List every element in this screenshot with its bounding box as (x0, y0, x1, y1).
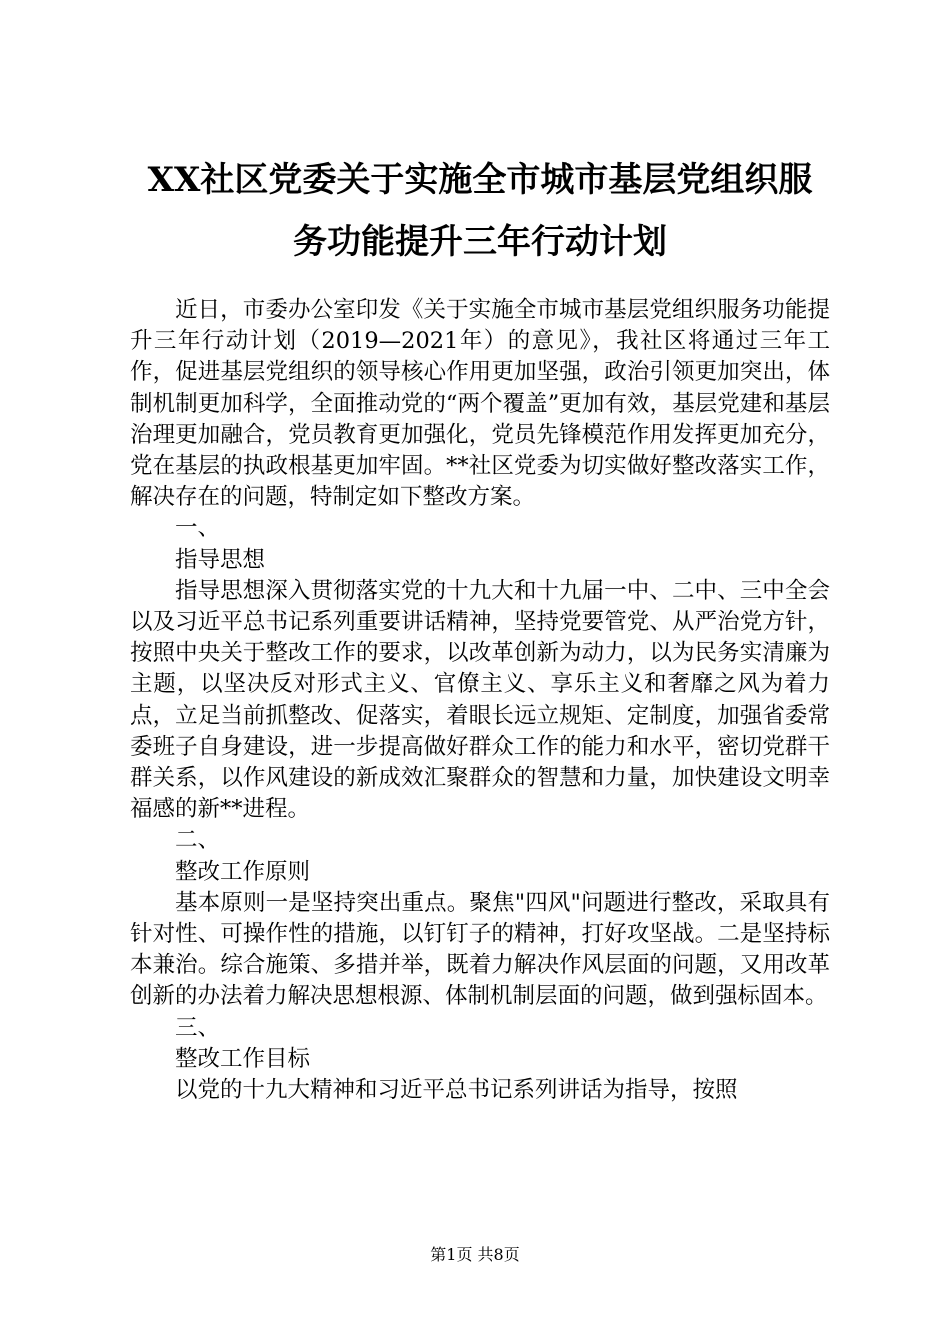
document-title-line-1: XX社区党委关于实施全市城市基层党组织服 (147, 160, 813, 200)
section-2-heading: 整改工作原则 (175, 858, 311, 885)
document-title-line-2: 务功能提升三年行动计划 (293, 222, 667, 262)
section-2-number: 二、 (175, 827, 221, 854)
section-1-heading: 指导思想 (175, 546, 266, 573)
intro-paragraph: 近日，市委办公室印发《关于实施全市城市基层党组织服务功能提升三年行动计划（2019—2021年）的意见》，我社区将通过三年工作，促进基层党组织的领导核心作用更加坚强，政治引领更加突出，体制机制更加科学，全面推动党的“两个覆盖”更加有效，基层党建和基层治理更加融合，党员教育更加强化，党员先锋模范作用发挥更加充分，党在基层的执政根基更加牢固。**社区党委为切实做好整改落实工作，解决存在的问题，特制定如下整改方案。 (130, 297, 830, 511)
section-3-heading: 整改工作目标 (175, 1045, 311, 1072)
section-1-number: 一、 (175, 515, 221, 542)
page-footer: 第1页 共8页 (430, 1245, 520, 1264)
section-3-number: 三、 (175, 1014, 221, 1041)
section-1-paragraph: 指导思想深入贯彻落实党的十九大和十九届一中、二中、三中全会以及习近平总书记系列重要讲话精神，坚持党要管党、从严治党方针，按照中央关于整改工作的要求，以改革创新为动力，以为民务实清廉为主题，以坚决反对形式主义、官僚主义、享乐主义和奢靡之风为着力点，立足当前抓整改、促落实，着眼长远立规矩、定制度，加强省委常委班子自身建设，进一步提高做好群众工作的能力和水平，密切党群干群关系，以作风建设的新成效汇聚群众的智慧和力量，加快建设文明幸福感的新**进程。 (130, 577, 830, 823)
section-3-paragraph: 以党的十九大精神和习近平总书记系列讲话为指导，按照 (175, 1077, 738, 1104)
document-body (130, 295, 830, 1106)
section-2-paragraph: 基本原则一是坚持突出重点。聚焦"四风"问题进行整改，采取具有针对性、可操作性的措施，以钉钉子的精神，打好攻坚战。二是坚持标本兼治。综合施策、多措并举，既着力解决作风层面的问题，又用改革创新的办法着力解决思想根源、体制机制层面的问题，做到强标固本。 (130, 889, 830, 1010)
